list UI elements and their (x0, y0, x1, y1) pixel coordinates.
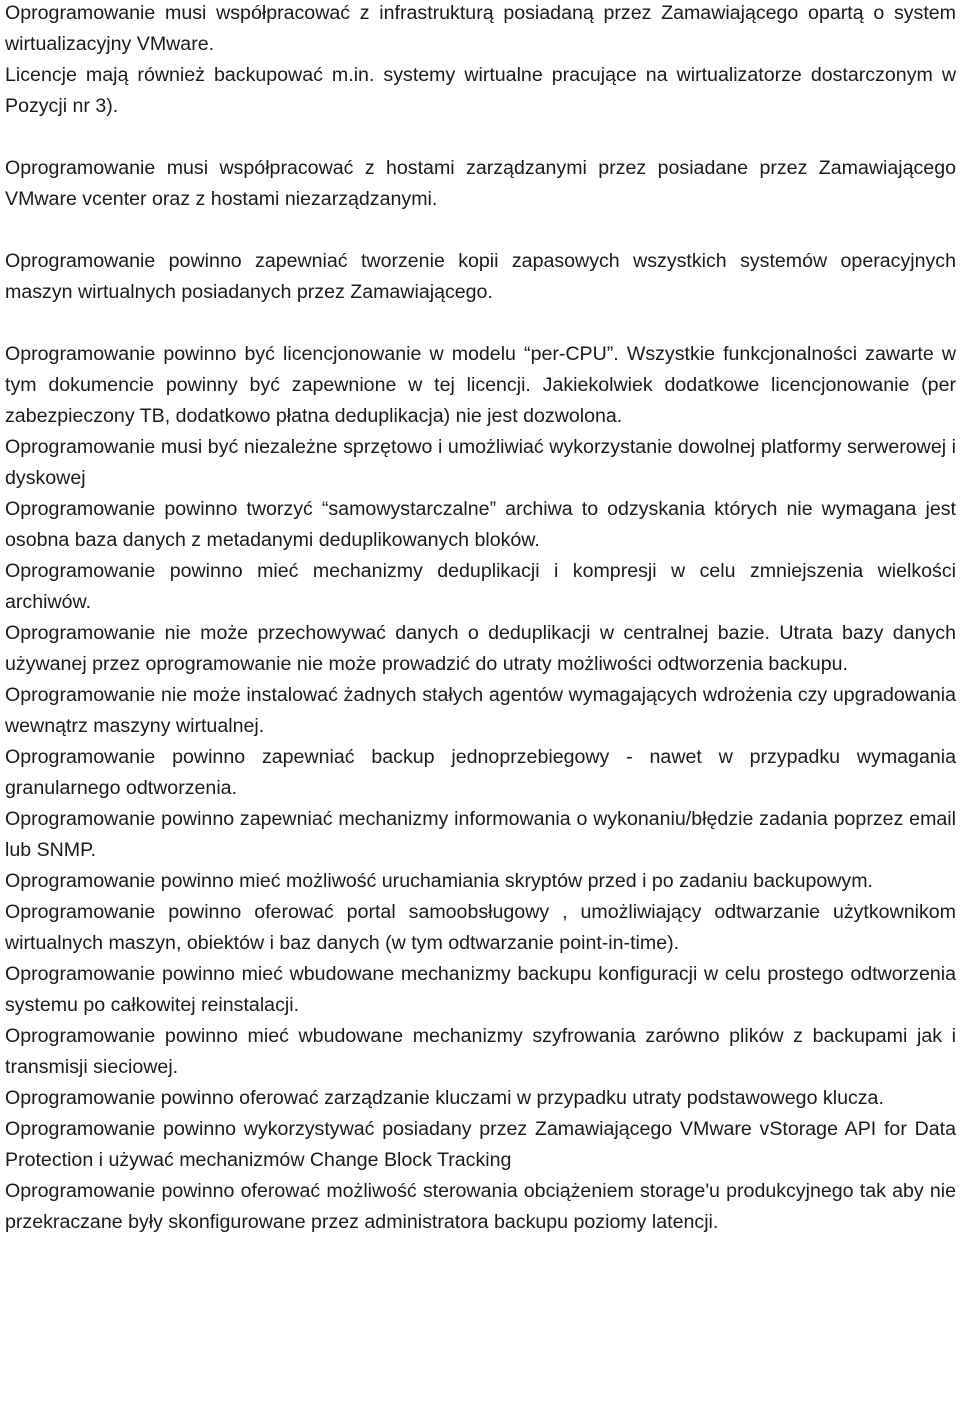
paragraph-vcenter-hosts: Oprogramowanie musi współpracować z hostami zarządzanymi przez posiadane przez Zamawiającego VMware vcenter oraz z hostami niezarządzanymi. (5, 157, 956, 210)
paragraph-hardware-independent: Oprogramowanie musi być niezależne sprzętowo i umożliwiać wykorzystanie dowolnej platformy serwerowej i dyskowej (5, 436, 956, 489)
paragraph-notifications: Oprogramowanie powinno zapewniać mechanizmy informowania o wykonaniu/błędzie zadania poprzez email lub SNMP. (5, 808, 956, 861)
paragraph-self-service-portal: Oprogramowanie powinno oferować portal samoobsługowy , umożliwiający odtwarzanie użytkownikom wirtualnych maszyn, obiektów i baz danych (w tym odtwarzanie point-in-time). (5, 901, 956, 954)
paragraph-licenses-backup: Licencje mają również backupować m.in. systemy wirtualne pracujące na wirtualizatorze dostarczonym w Pozycji nr 3). (5, 64, 956, 117)
paragraph-storage-throttling: Oprogramowanie powinno oferować możliwość sterowania obciążeniem storage'u produkcyjnego tak aby nie przekraczane były skonfigurowane przez administratora backupu poziomy latencji. (5, 1180, 956, 1233)
paragraph-self-contained-archives: Oprogramowanie powinno tworzyć “samowystarczalne” archiwa to odzyskania których nie wymagana jest osobna baza danych z metadanymi deduplikowanych bloków. (5, 498, 956, 551)
paragraph-key-management: Oprogramowanie powinno oferować zarządzanie kluczami w przypadku utraty podstawowego klucza. (5, 1087, 884, 1109)
paragraph-config-backup: Oprogramowanie powinno mieć wbudowane mechanizmy backupu konfiguracji w celu prostego odtworzenia systemu po całkowitej reinstalacji. (5, 963, 956, 1016)
paragraph-scripts: Oprogramowanie powinno mieć możliwość uruchamiania skryptów przed i po zadaniu backupowym. (5, 870, 873, 892)
paragraph-encryption: Oprogramowanie powinno mieć wbudowane mechanizmy szyfrowania zarówno plików z backupami jak i transmisji sieciowej. (5, 1025, 956, 1078)
paragraph-no-central-dedup-db: Oprogramowanie nie może przechowywać danych o deduplikacji w centralnej bazie. Utrata bazy danych używanej przez oprogramowanie nie może prowadzić do utraty możliwości odtworzenia backupu. (5, 622, 956, 675)
paragraph-deduplication-compression: Oprogramowanie powinno mieć mechanizmy deduplikacji i kompresji w celu zmniejszenia wielkości archiwów. (5, 560, 956, 613)
paragraph-single-pass-backup: Oprogramowanie powinno zapewniać backup jednoprzebiegowy - nawet w przypadku wymagania granularnego odtworzenia. (5, 746, 956, 799)
paragraph-vmware-infrastructure: Oprogramowanie musi współpracować z infrastrukturą posiadaną przez Zamawiającego opartą o system wirtualizacyjny VMware. (5, 2, 956, 55)
paragraph-per-cpu-licensing: Oprogramowanie powinno być licencjonowanie w modelu “per-CPU”. Wszystkie funkcjonalności zawarte w tym dokumencie powinny być zapewnione w tej licencji. Jakiekolwiek dodatkowe licencjonowanie (per zabezpieczony TB, dodatkowo płatna deduplikacja) nie jest dozwolona. (5, 343, 956, 427)
paragraph-backup-all-systems: Oprogramowanie powinno zapewniać tworzenie kopii zapasowych wszystkich systemów operacyjnych maszyn wirtualnych posiadanych przez Zamawiającego. (5, 250, 956, 303)
paragraph-no-agents: Oprogramowanie nie może instalować żadnych stałych agentów wymagających wdrożenia czy upgradowania wewnątrz maszyny wirtualnej. (5, 684, 956, 737)
paragraph-vstorage-api: Oprogramowanie powinno wykorzystywać posiadany przez Zamawiającego VMware vStorage API for Data Protection i używać mechanizmów Change Block Tracking (5, 1118, 956, 1171)
